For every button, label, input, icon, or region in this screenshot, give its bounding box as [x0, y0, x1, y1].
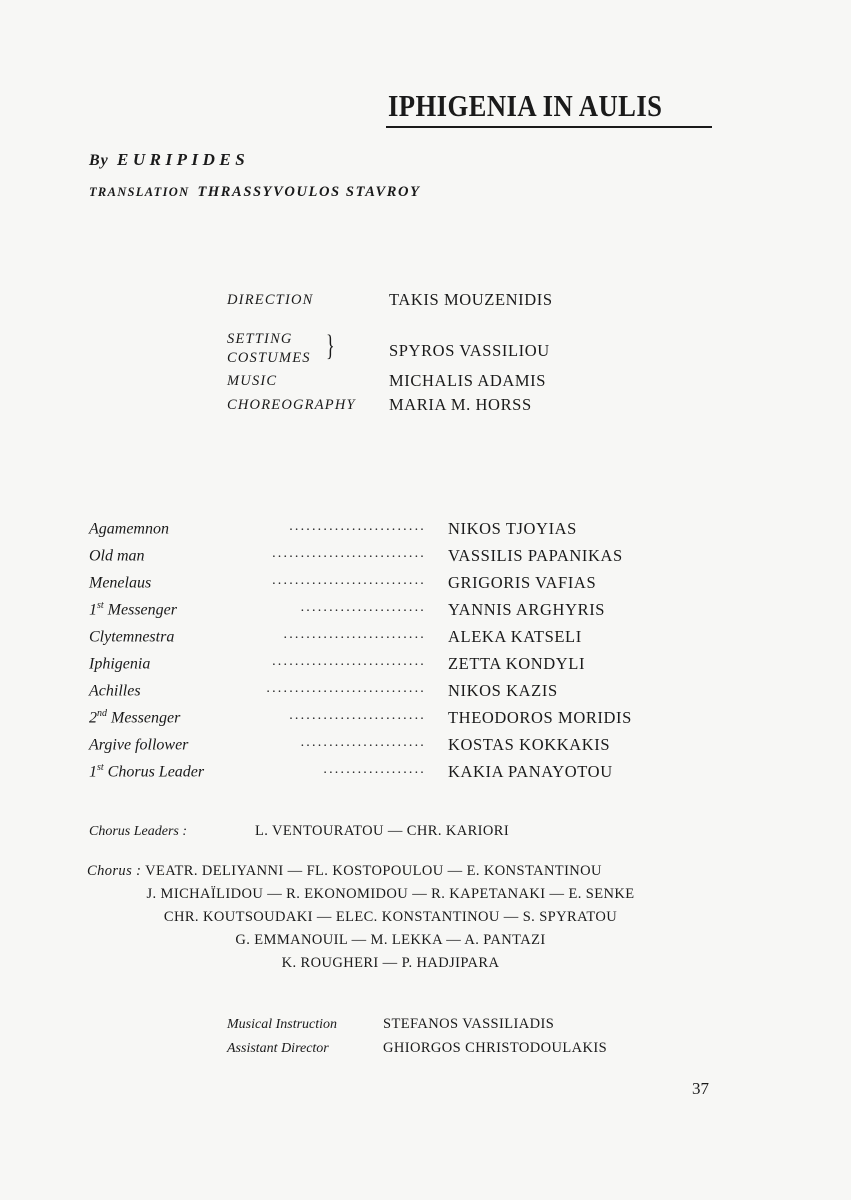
chorus-line: G. EMMANOUIL — M. LEKKA — A. PANTAZI — [235, 932, 546, 948]
byline — [89, 150, 249, 170]
cast-leader-dots: ...................... — [300, 600, 426, 615]
byline-author: EURIPIDES — [117, 150, 250, 169]
credit-brace: } — [326, 329, 335, 362]
chorus-line — [87, 863, 602, 880]
chorus-label: Chorus : — [87, 863, 142, 879]
staff-value-assistant-director: GHIORGOS CHRISTODOULAKIS — [383, 1040, 608, 1056]
staff-value-musical-instruction: STEFANOS VASSILIADIS — [383, 1016, 555, 1032]
cast-actor: ZETTA KONDYLI — [448, 654, 586, 673]
translation-label: TRANSLATION — [89, 185, 190, 199]
cast-role: Argive follower — [89, 736, 189, 754]
cast-leader-dots: ...................... — [300, 735, 426, 750]
cast-role: 2nd Messenger — [89, 708, 181, 727]
cast-leader-dots: ........................ — [289, 519, 426, 534]
title-underline — [386, 126, 712, 128]
cast-actor: KAKIA PANAYOTOU — [448, 762, 613, 781]
staff-label-assistant-director: Assistant Director — [227, 1041, 329, 1056]
cast-role: Menelaus — [89, 574, 152, 592]
cast-leader-dots: ............................ — [266, 681, 426, 696]
credit-value-setting-costumes: SPYROS VASSILIOU — [389, 341, 550, 360]
page-number: 37 — [692, 1079, 709, 1098]
chorus-line: CHR. KOUTSOUDAKI — ELEC. KONSTANTINOU — S. SPYRATOU — [163, 909, 618, 925]
cast-leader-dots: ........................... — [272, 654, 426, 669]
cast-leader-dots: ........................... — [272, 573, 426, 588]
credit-value-music: MICHALIS ADAMIS — [389, 371, 547, 390]
chorus-names: VEATR. DELIYANNI — FL. KOSTOPOULOU — E. KONSTANTINOU — [145, 863, 602, 879]
cast-actor: GRIGORIS VAFIAS — [448, 573, 597, 592]
credit-label-direction: DIRECTION — [227, 292, 314, 308]
byline-by: By — [89, 152, 109, 169]
page-title: IPHIGENIA IN AULIS — [388, 88, 663, 123]
cast-role: 1st Messenger — [89, 600, 177, 619]
chorus-line: J. MICHAÏLIDOU — R. EKONOMIDOU — R. KAPETANAKI — E. SENKE — [146, 886, 635, 902]
cast-role: Agamemnon — [89, 520, 169, 538]
cast-leader-dots: ......................... — [283, 627, 426, 642]
cast-role: Clytemnestra — [89, 628, 175, 646]
credit-label-setting: SETTING — [227, 331, 293, 347]
cast-actor: NIKOS TJOYIAS — [448, 519, 577, 538]
credit-value-direction: TAKIS MOUZENIDIS — [389, 290, 553, 309]
credit-label-choreography: CHOREOGRAPHY — [227, 397, 356, 413]
cast-actor: THEODOROS MORIDIS — [448, 708, 632, 727]
cast-leader-dots: ........................... — [272, 546, 426, 561]
cast-actor: KOSTAS KOKKAKIS — [448, 735, 611, 754]
staff-label-musical-instruction: Musical Instruction — [227, 1017, 338, 1032]
credit-label-costumes: COSTUMES — [227, 350, 311, 366]
chorus-line: K. ROUGHERI — P. HADJIPARA — [281, 955, 500, 971]
cast-actor: YANNIS ARGHYRIS — [448, 600, 606, 619]
cast-role: Iphigenia — [89, 655, 151, 673]
cast-actor: ALEKA KATSELI — [448, 627, 582, 646]
chorus-leaders-names: L. VENTOURATOU — CHR. KARIORI — [255, 823, 510, 839]
credit-label-music: MUSIC — [227, 373, 278, 389]
cast-role: Achilles — [89, 682, 141, 700]
cast-role: Old man — [89, 547, 145, 565]
translator-name: THRASSYVOULOS STAVROY — [197, 184, 421, 200]
translation-credit — [89, 183, 421, 201]
chorus-leaders-label: Chorus Leaders : — [89, 824, 188, 839]
cast-role: 1st Chorus Leader — [89, 762, 205, 781]
cast-leader-dots: ........................ — [289, 708, 426, 723]
cast-leader-dots: .................. — [323, 762, 426, 777]
cast-actor: NIKOS KAZIS — [448, 681, 558, 700]
credit-value-choreography: MARIA M. HORSS — [389, 395, 532, 414]
cast-actor: VASSILIS PAPANIKAS — [448, 546, 623, 565]
